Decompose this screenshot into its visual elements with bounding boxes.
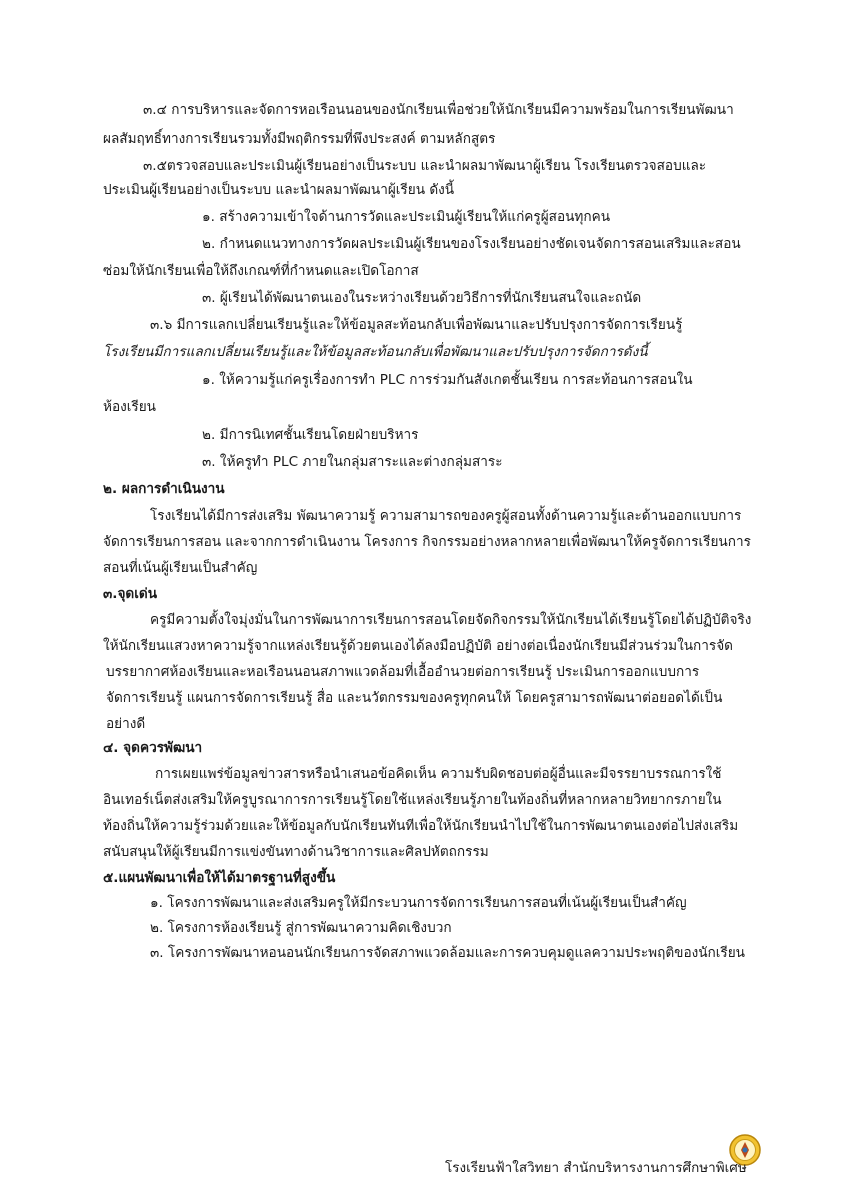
list-item: ๒. มีการนิเทศชั้นเรียนโดยฝ่ายบริหาร <box>202 427 419 443</box>
section-heading: ๓.จุดเด่น <box>103 586 158 602</box>
paragraph-line: สอนที่เน้นผู้เรียนเป็นสำคัญ <box>103 560 258 576</box>
list-item: ๓. ให้ครูทำ PLC ภายในกลุ่มสาระและต่างกลุ่มสาระ <box>202 454 503 470</box>
paragraph-line: ๓.๖ มีการแลกเปลี่ยนเรียนรู้และให้ข้อมูลสะท้อนกลับเพื่อพัฒนาและปรับปรุงการจัดการเรียนรู้ <box>150 317 683 333</box>
footer-text: โรงเรียนฟ้าใสวิทยา สำนักบริหารงานการศึกษาพิเศษ <box>445 1160 747 1176</box>
paragraph-line: การเผยแพร่ข้อมูลข่าวสารหรือนำเสนอข้อคิดเห็น ความรับผิดชอบต่อผู้อื่นและมีจรรยาบรรณการใช้ <box>155 766 722 782</box>
list-item: ๒. กำหนดแนวทางการวัดผลประเมินผู้เรียนของโรงเรียนอย่างชัดเจนจัดการสอนเสริมและสอน <box>202 236 741 252</box>
paragraph-line: อินเทอร์เน็ตส่งเสริมให้ครูบูรณาการการเรียนรู้โดยใช้แหล่งเรียนรู้ภายในท้องถิ่นที่หลากหลายวิทยากรภายใน <box>103 792 722 808</box>
list-item: ๓. โครงการพัฒนาหอนอนนักเรียนการจัดสภาพแวดล้อมและการควบคุมดูแลความประพฤติของนักเรียน <box>150 945 745 961</box>
list-item: ๑. สร้างความเข้าใจด้านการวัดและประเมินผู้เรียนให้แก่ครูผู้สอนทุกคน <box>202 209 610 225</box>
list-item: ๓. ผู้เรียนได้พัฒนาตนเองในระหว่างเรียนด้วยวิธีการที่นักเรียนสนใจและถนัด <box>202 290 642 306</box>
section-heading: ๕.แผนพัฒนาเพื่อให้ได้มาตรฐานที่สูงขึ้น <box>103 870 336 886</box>
paragraph-line: อย่างดี <box>106 716 146 732</box>
paragraph-line: บรรยากาศห้องเรียนและหอเรือนนอนสภาพแวดล้อมที่เอื้ออำนวยต่อการเรียนรู้ ประเมินการออกแบบการ <box>106 664 700 680</box>
paragraph-line: ผลสัมฤทธิ์ทางการเรียนรวมทั้งมีพฤติกรรมที่พึงประสงค์ ตามหลักสูตร <box>103 131 496 147</box>
paragraph-line: ๓.๕ตรวจสอบและประเมินผู้เรียนอย่างเป็นระบบ และนำผลมาพัฒนาผู้เรียน โรงเรียนตรวจสอบและ <box>143 158 707 174</box>
list-item: ๑. โครงการพัฒนาและส่งเสริมครูให้มีกระบวนการจัดการเรียนการสอนที่เน้นผู้เรียนเป็นสำคัญ <box>150 895 687 911</box>
section-heading: ๔. จุดควรพัฒนา <box>103 740 203 756</box>
paragraph-line: ประเมินผู้เรียนอย่างเป็นระบบ และนำผลมาพัฒนาผู้เรียน ดังนี้ <box>103 182 455 198</box>
paragraph-line: จัดการเรียนการสอน และจากการดำเนินงาน โครงการ กิจกรรมอย่างหลากหลายเพื่อพัฒนาให้ครูจัดการเรียนการ <box>103 534 751 550</box>
paragraph-line: ห้องเรียน <box>103 399 156 415</box>
paragraph-line: ซ่อมให้นักเรียนเพื่อให้ถึงเกณฑ์ที่กำหนดและเปิดโอกาส <box>103 263 419 279</box>
paragraph-line: ๓.๔ การบริหารและจัดการหอเรือนนอนของนักเรียนเพื่อช่วยให้นักเรียนมีความพร้อมในการเรียนพัฒนา <box>143 102 734 118</box>
list-item: ๒. โครงการห้องเรียนรู้ สู่การพัฒนาความคิดเชิงบวก <box>150 920 452 936</box>
paragraph-line: โรงเรียนได้มีการส่งเสริม พัฒนาความรู้ ความสามารถของครูผู้สอนทั้งด้านความรู้และด้านออกแบบการ <box>150 508 742 524</box>
paragraph-line: สนับสนุนให้ผู้เรียนมีการแข่งขันทางด้านวิชาการและศิลปหัตถกรรม <box>103 844 489 860</box>
paragraph-line: ท้องถิ่นให้ความรู้ร่วมด้วยและให้ข้อมูลกับนักเรียนทันทีเพื่อให้นักเรียนนำไปใช้ในการพัฒนาตนเองต่อไปส่งเสริม <box>103 818 739 834</box>
paragraph-line: ให้นักเรียนแสวงหาความรู้จากแหล่งเรียนรู้ด้วยตนเองได้ลงมือปฏิบัติ อย่างต่อเนื่องนักเรียนมีส่วนร่วมในการจัด <box>103 638 734 654</box>
list-item: ๑. ให้ความรู้แก่ครูเรื่องการทำ PLC การร่วมกันสังเกตชั้นเรียน การสะท้อนการสอนใน <box>202 372 693 388</box>
paragraph-line: จัดการเรียนรู้ แผนการจัดการเรียนรู้ สื่อ และนวัตกรรมของครูทุกคนให้ โดยครูสามารถพัฒนาต่อยอดได้เป็น <box>106 690 723 706</box>
section-heading: ๒. ผลการดำเนินงาน <box>103 481 225 497</box>
paragraph-line: ครูมีความตั้งใจมุ่งมั่นในการพัฒนาการเรียนการสอนโดยจัดกิจกรรมให้นักเรียนได้เรียนรู้โดยได้ปฏิบัติจริง <box>150 612 752 628</box>
italic-line: โรงเรียนมีการแลกเปลี่ยนเรียนรู้และให้ข้อมูลสะท้อนกลับเพื่อพัฒนาและปรับปรุงการจัดการดังนี้ <box>103 344 648 360</box>
